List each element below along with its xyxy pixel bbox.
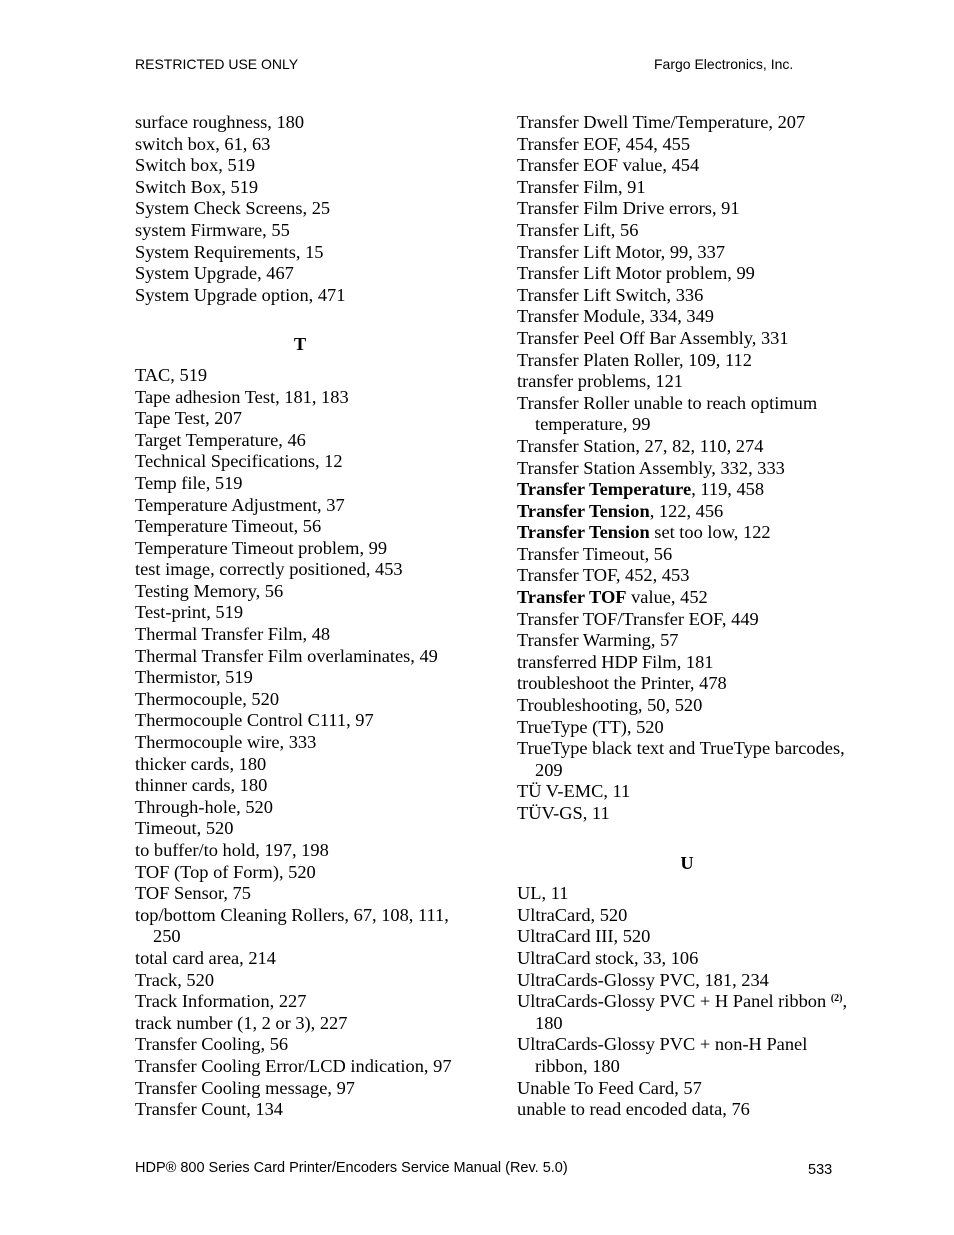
index-entry: Transfer Cooling, 56 bbox=[135, 1034, 289, 1055]
index-entry: System Requirements, 15 bbox=[135, 241, 324, 262]
index-entry: Transfer Lift Motor problem, 99 bbox=[517, 263, 755, 284]
index-entry: Timeout, 520 bbox=[135, 818, 234, 839]
index-entry bbox=[517, 479, 857, 501]
index-entry: TOF (Top of Form), 520 bbox=[135, 861, 316, 882]
index-entry: transferred HDP Film, 181 bbox=[517, 651, 714, 672]
index-entry: Thermocouple wire, 333 bbox=[135, 732, 317, 753]
index-entry: UltraCards-Glossy PVC + non-H Panel ribbon, 180 bbox=[517, 1034, 808, 1076]
index-group-t bbox=[135, 365, 465, 1121]
index-entry: Temperature Timeout problem, 99 bbox=[135, 537, 388, 558]
index-entry: Thermistor, 519 bbox=[135, 667, 253, 688]
index-entry: Transfer Dwell Time/Temperature, 207 bbox=[517, 112, 806, 132]
index-entry: Transfer Film, 91 bbox=[517, 176, 646, 197]
index-entry: Through-hole, 520 bbox=[135, 796, 273, 817]
section-heading-t: T bbox=[293, 334, 307, 355]
section-heading-u: U bbox=[680, 852, 694, 873]
header-right: Fargo Electronics, Inc. bbox=[654, 56, 794, 72]
index-entry-bold: Transfer Temperature bbox=[517, 479, 692, 500]
index-group-transfer bbox=[517, 112, 857, 479]
index-entry: Technical Specifications, 12 bbox=[135, 451, 343, 472]
index-entry: Thermal Transfer Film, 48 bbox=[135, 624, 331, 645]
index-entry: Transfer Lift, 56 bbox=[517, 219, 639, 240]
index-entry: Thermal Transfer Film overlaminates, 49 bbox=[135, 645, 438, 666]
index-group-tr bbox=[517, 609, 857, 825]
index-entry bbox=[517, 991, 857, 1034]
index-entry-pages: set too low, 122 bbox=[649, 522, 771, 543]
index-group-u-2 bbox=[517, 1034, 857, 1120]
index-entry bbox=[517, 501, 857, 523]
index-entry: Transfer Module, 334, 349 bbox=[517, 306, 715, 327]
index-entry: top/bottom Cleaning Rollers, 67, 108, 111, 250 bbox=[135, 904, 449, 947]
index-entry: thicker cards, 180 bbox=[135, 753, 267, 774]
index-entry: Transfer EOF, 454, 455 bbox=[517, 133, 691, 154]
index-entry: TrueType black text and TrueType barcodes, 209 bbox=[517, 738, 845, 780]
index-entry: surface roughness, 180 bbox=[135, 112, 305, 132]
index-entry: TrueType (TT), 520 bbox=[517, 716, 664, 737]
index-column-right bbox=[517, 112, 857, 1121]
index-entry: Transfer Station Assembly, 332, 333 bbox=[517, 457, 785, 478]
index-group-tof bbox=[517, 544, 857, 587]
index-entry: UltraCard, 520 bbox=[517, 904, 628, 925]
index-column-left bbox=[135, 112, 465, 1121]
index-entry-pages: , 180 bbox=[535, 991, 848, 1033]
index-entry: Thermocouple, 520 bbox=[135, 688, 280, 709]
index-entry: TOF Sensor, 75 bbox=[135, 883, 251, 904]
index-entry: Transfer Cooling message, 97 bbox=[135, 1077, 355, 1098]
index-entry: Transfer Roller unable to reach optimum temperature, 99 bbox=[517, 392, 818, 435]
index-entry: Tape adhesion Test, 181, 183 bbox=[135, 386, 349, 407]
index-entry-bold: Transfer TOF bbox=[517, 587, 627, 608]
index-entry: Switch Box, 519 bbox=[135, 176, 259, 197]
index-entry: Transfer Cooling Error/LCD indication, 97 bbox=[135, 1055, 452, 1076]
index-entry: System Upgrade option, 471 bbox=[135, 284, 346, 305]
index-entry: switch box, 61, 63 bbox=[135, 133, 271, 154]
index-entry-bold: Transfer Tension bbox=[517, 500, 650, 521]
index-entry bbox=[517, 587, 857, 609]
index-entry: System Check Screens, 25 bbox=[135, 198, 331, 219]
index-entry: Troubleshooting, 50, 520 bbox=[517, 695, 703, 716]
index-entry: Unable To Feed Card, 57 bbox=[517, 1077, 702, 1098]
index-entry: UL, 11 bbox=[517, 883, 569, 904]
header-left: RESTRICTED USE ONLY bbox=[135, 56, 299, 72]
index-entry-bold: Transfer Tension bbox=[517, 522, 650, 543]
index-entry: troubleshoot the Printer, 478 bbox=[517, 673, 727, 694]
index-entry-pages: , 122, 456 bbox=[649, 500, 724, 521]
index-group-bold-transfer bbox=[517, 479, 857, 544]
index-entry: TÜ V-EMC, 11 bbox=[517, 781, 631, 802]
index-entry: System Upgrade, 467 bbox=[135, 263, 294, 284]
index-entry: track number (1, 2 or 3), 227 bbox=[135, 1012, 348, 1033]
index-entry: TAC, 519 bbox=[135, 364, 208, 385]
index-group-u bbox=[517, 883, 857, 991]
index-entry: UltraCard III, 520 bbox=[517, 926, 651, 947]
index-entry: Switch box, 519 bbox=[135, 155, 256, 176]
index-group-s bbox=[135, 112, 465, 306]
index-entry-pages: value, 452 bbox=[626, 587, 708, 608]
page-number: 533 bbox=[808, 1162, 833, 1178]
index-entry: Transfer Count, 134 bbox=[135, 1099, 283, 1120]
index-entry: Transfer Timeout, 56 bbox=[517, 543, 673, 564]
index-entry: Temperature Adjustment, 37 bbox=[135, 494, 345, 515]
index-entry: Thermocouple Control C111, 97 bbox=[135, 710, 374, 731]
index-entry: Transfer Station, 27, 82, 110, 274 bbox=[517, 435, 764, 456]
index-entry: test image, correctly positioned, 453 bbox=[135, 559, 403, 580]
index-entry: Temperature Timeout, 56 bbox=[135, 516, 322, 537]
index-entry: Transfer Peel Off Bar Assembly, 331 bbox=[517, 327, 789, 348]
index-entry: Transfer TOF, 452, 453 bbox=[517, 565, 690, 586]
index-entry: thinner cards, 180 bbox=[135, 775, 268, 796]
index-entry-pages: , 119, 458 bbox=[691, 479, 765, 500]
index-entry: TÜV-GS, 11 bbox=[517, 803, 610, 823]
index-entry: Transfer Warming, 57 bbox=[517, 630, 679, 651]
index-entry-text: UltraCards-Glossy PVC + H Panel ribbon bbox=[517, 991, 831, 1012]
index-entry: to buffer/to hold, 197, 198 bbox=[135, 840, 329, 860]
index-entry: Transfer Film Drive errors, 91 bbox=[517, 198, 740, 219]
footnote-marker: (2) bbox=[830, 993, 843, 1005]
index-entry: Transfer Lift Motor, 99, 337 bbox=[517, 241, 726, 262]
index-entry: unable to read encoded data, 76 bbox=[517, 1099, 750, 1120]
index-entry: Track, 520 bbox=[135, 969, 215, 990]
index-entry: total card area, 214 bbox=[135, 947, 276, 968]
index-entry: Testing Memory, 56 bbox=[135, 580, 284, 601]
index-entry: Transfer EOF value, 454 bbox=[517, 155, 700, 176]
index-entry: Target Temperature, 46 bbox=[135, 429, 306, 450]
index-entry: UltraCards-Glossy PVC, 181, 234 bbox=[517, 969, 769, 990]
index-entry: UltraCard stock, 33, 106 bbox=[517, 947, 699, 968]
index-entry: Transfer Platen Roller, 109, 112 bbox=[517, 349, 752, 370]
index-entry: system Firmware, 55 bbox=[135, 219, 290, 240]
footer-manual-title: HDP® 800 Series Card Printer/Encoders Service Manual (Rev. 5.0) bbox=[135, 1160, 568, 1176]
index-entry: Tape Test, 207 bbox=[135, 408, 242, 429]
index-entry: Transfer Lift Switch, 336 bbox=[517, 284, 704, 305]
index-entry bbox=[517, 522, 857, 544]
index-entry: Track Information, 227 bbox=[135, 991, 307, 1012]
index-entry: transfer problems, 121 bbox=[517, 371, 683, 392]
index-entry: Transfer TOF/Transfer EOF, 449 bbox=[517, 608, 759, 629]
index-entry: Temp file, 519 bbox=[135, 472, 243, 493]
index-entry: Test-print, 519 bbox=[135, 602, 244, 623]
